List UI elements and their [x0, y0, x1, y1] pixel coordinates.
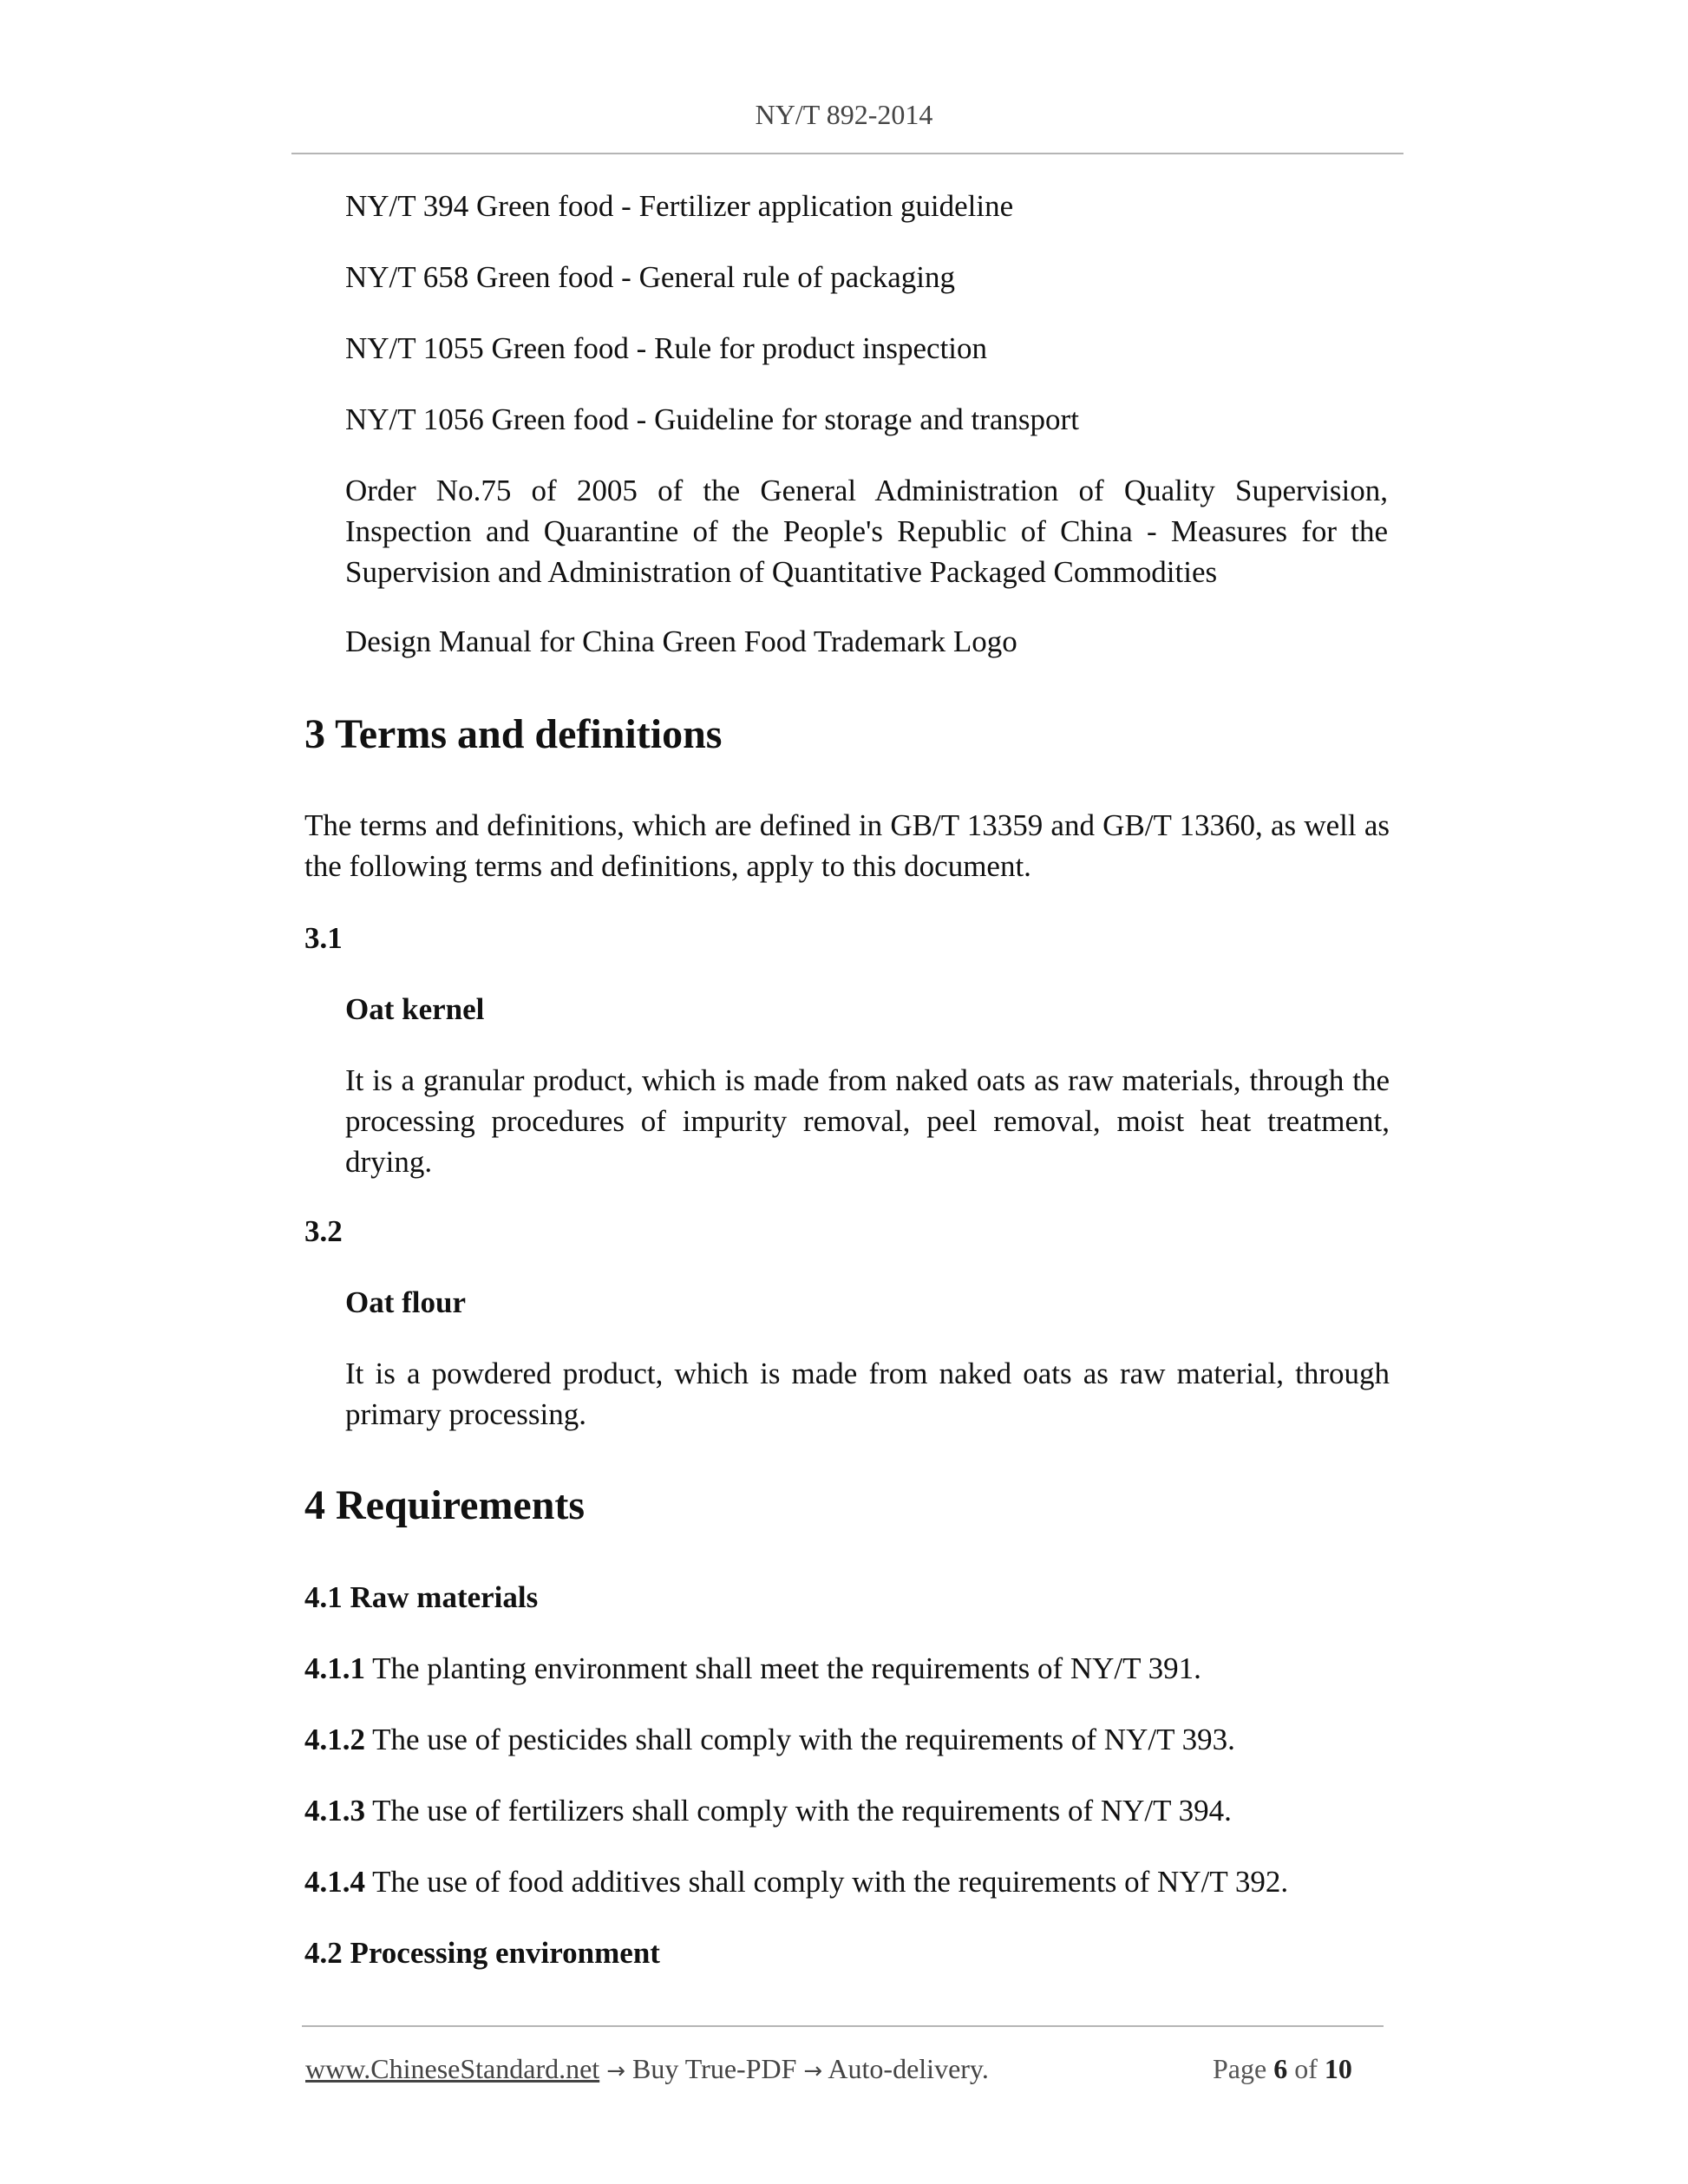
clause-text: The use of fertilizers shall comply with the requirements of NY/T 394. [365, 1794, 1232, 1828]
reference-item: Design Manual for China Green Food Trademark Logo [345, 624, 1017, 658]
clause-text: The use of food additives shall comply with the requirements of NY/T 392. [365, 1865, 1289, 1899]
clause-number: 4.1.4 [304, 1865, 365, 1899]
page-number: 6 [1273, 2053, 1288, 2084]
clause-number: 4.1.3 [304, 1794, 365, 1828]
arrow-right-icon: → [606, 2058, 625, 2084]
clause-item [304, 1719, 1235, 1760]
clause-item [304, 1790, 1232, 1831]
term-title: Oat flour [345, 1285, 467, 1319]
page-word: Page [1213, 2053, 1274, 2084]
header-doc-id: NY/T 892-2014 [755, 99, 933, 130]
clause-text: The planting environment shall meet the requirements of NY/T 391. [365, 1651, 1201, 1685]
footer-links [305, 2051, 989, 2089]
reference-item: NY/T 1055 Green food - Rule for product inspection [345, 331, 988, 365]
footer-delivery-text: Auto-delivery. [822, 2053, 989, 2084]
clause-number: 4.1.1 [304, 1651, 365, 1685]
page-indicator [1213, 2051, 1352, 2086]
footer-rule [302, 2025, 1384, 2027]
clause-item [304, 1648, 1201, 1689]
clause-item [304, 1861, 1288, 1902]
site-link[interactable]: www.ChineseStandard.net [305, 2053, 600, 2084]
header-rule [291, 153, 1403, 154]
arrow-right-icon: → [803, 2058, 823, 2084]
terms-intro-paragraph: The terms and definitions, which are defined in GB/T 13359 and GB/T 13360, as well as the following terms and definitions, apply to this document. [304, 808, 1390, 883]
clause-text: The use of pesticides shall comply with the requirements of NY/T 393. [365, 1723, 1235, 1756]
term-definition: It is a granular product, which is made from naked oats as raw materials, through the processing procedures of impurity removal, peel removal, moist heat treatment, drying. [345, 1063, 1390, 1179]
reference-item: Order No.75 of 2005 of the General Administration of Quality Supervision, Inspection and Quarantine of the People's Republic of China - Measures for the Supervision and Administration of Quantitative Packaged Commodities [345, 474, 1388, 589]
reference-item: NY/T 658 Green food - General rule of packaging [345, 260, 955, 294]
term-definition: It is a powdered product, which is made from naked oats as raw material, through primary processing. [345, 1357, 1390, 1431]
clause-number: 4.1.2 [304, 1723, 365, 1756]
of-word: of [1287, 2053, 1325, 2084]
reference-item: NY/T 1056 Green food - Guideline for storage and transport [345, 402, 1079, 436]
section-heading-terms: 3 Terms and definitions [304, 711, 723, 757]
page-total: 10 [1324, 2053, 1352, 2084]
reference-item: NY/T 394 Green food - Fertilizer application guideline [345, 189, 1014, 223]
term-title: Oat kernel [345, 992, 485, 1026]
term-number: 3.2 [304, 1214, 343, 1248]
term-number: 3.1 [304, 921, 343, 955]
subsection-heading: 4.1 Raw materials [304, 1580, 539, 1614]
section-heading-requirements: 4 Requirements [304, 1482, 586, 1528]
footer-buy-text: Buy True-PDF [625, 2053, 804, 2084]
subsection-heading: 4.2 Processing environment [304, 1936, 660, 1970]
